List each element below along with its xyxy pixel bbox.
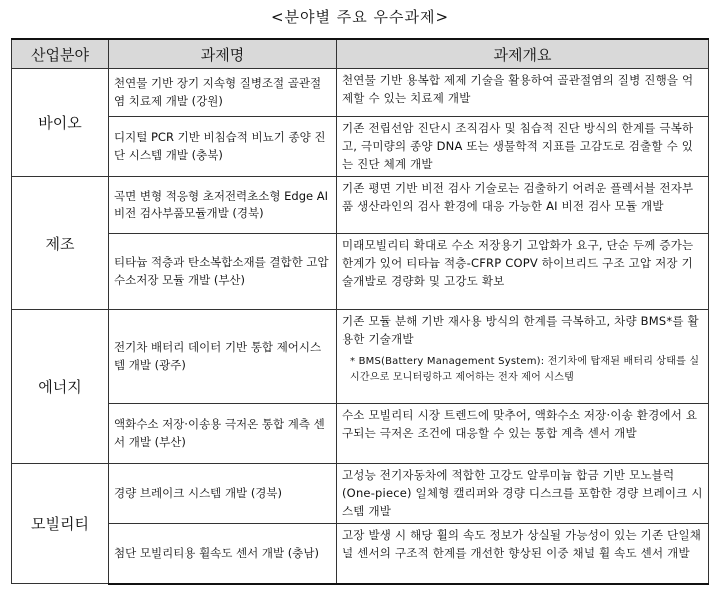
project-summary: 고성능 전기자동차에 적합한 고강도 알루미늄 합금 기반 모노블럭(One-piece) 일체형 캘리퍼와 경량 디스크를 포함한 경량 브레이크 시스템 개발 [337,464,709,524]
header-category: 산업분야 [12,39,109,69]
table-row [12,177,709,234]
table-row [12,234,709,310]
project-name: 경량 브레이크 시스템 개발 (경북) [109,464,337,524]
project-name: 천연물 기반 장기 지속형 질병조절 골관절염 치료제 개발 (강원) [109,69,337,117]
category-manufacturing: 제조 [12,177,109,310]
header-project-summary: 과제개요 [337,39,709,69]
project-summary: 기존 평면 기반 비전 검사 기술로는 검출하기 어려운 플렉서블 전자부품 생산라인의 검사 환경에 대응 가능한 AI 비전 검사 모듈 개발 [337,177,709,234]
project-summary: 수소 모빌리티 시장 트렌드에 맞추어, 액화수소 저장·이송 환경에서 요구되는 극저온 조건에 대응할 수 있는 통합 계측 센서 개발 [337,404,709,464]
project-name: 디지털 PCR 기반 비침습적 비뇨기 종양 진단 시스템 개발 (충북) [109,117,337,177]
table-row [12,310,709,404]
table-row [12,464,709,524]
project-summary: 미래모빌리티 확대로 수소 저장용기 고압화가 요구, 단순 두께 증가는 한계가 있어 티타늄 적층-CFRP COPV 하이브리드 구조 고압 저장 기술개발로 경량화 및 고강도 확보 [337,234,709,310]
project-name: 첨단 모빌리티용 휠속도 센서 개발 (충남) [109,524,337,584]
project-name: 곡면 변형 적응형 초저전력초소형 Edge AI비전 검사부품모듈개발 (경북) [109,177,337,234]
category-energy: 에너지 [12,310,109,464]
table-caption: <분야별 주요 우수과제> [270,8,450,26]
project-name: 티타늄 적층과 탄소복합소재를 결합한 고압 수소저장 모듈 개발 (부산) [109,234,337,310]
project-summary: 기존 전립선암 진단시 조직검사 및 침습적 진단 방식의 한계를 극복하고, 극미량의 종양 DNA 또는 생물학적 지표를 고감도로 검출할 수 있는 진단 체계 개발 [337,117,709,177]
table-row [12,69,709,117]
footnote-bms: * BMS(Battery Management System): 전기차에 탑재된 배터리 상태를 실시간으로 모니터링하고 제어하는 전자 제어 시스템 [350,356,700,383]
category-mobility: 모빌리티 [12,464,109,584]
table-row [12,404,709,464]
project-summary: 천연물 기반 용복합 제제 기술을 활용하여 골관절염의 질병 진행을 억제할 수 있는 치료제 개발 [337,69,709,117]
project-summary [337,310,709,404]
project-name: 전기차 배터리 데이터 기반 통합 제어시스템 개발 (광주) [109,310,337,404]
table-row [12,117,709,177]
project-name: 액화수소 저장·이송용 극저온 통합 계측 센서 개발 (부산) [109,404,337,464]
project-summary-text: 기존 모듈 분해 기반 재사용 방식의 한계를 극복하고, 차량 BMS*를 활용한 기술개발 [342,314,699,346]
table-header-row [12,39,709,69]
category-bio: 바이오 [12,69,109,177]
table-row [12,524,709,584]
projects-table [11,38,709,585]
project-summary: 고장 발생 시 해당 휠의 속도 정보가 상실될 가능성이 있는 기존 단일채널 센서의 구조적 한계를 개선한 향상된 이중 채널 휠 속도 센서 개발 [337,524,709,584]
header-project-name: 과제명 [109,39,337,69]
